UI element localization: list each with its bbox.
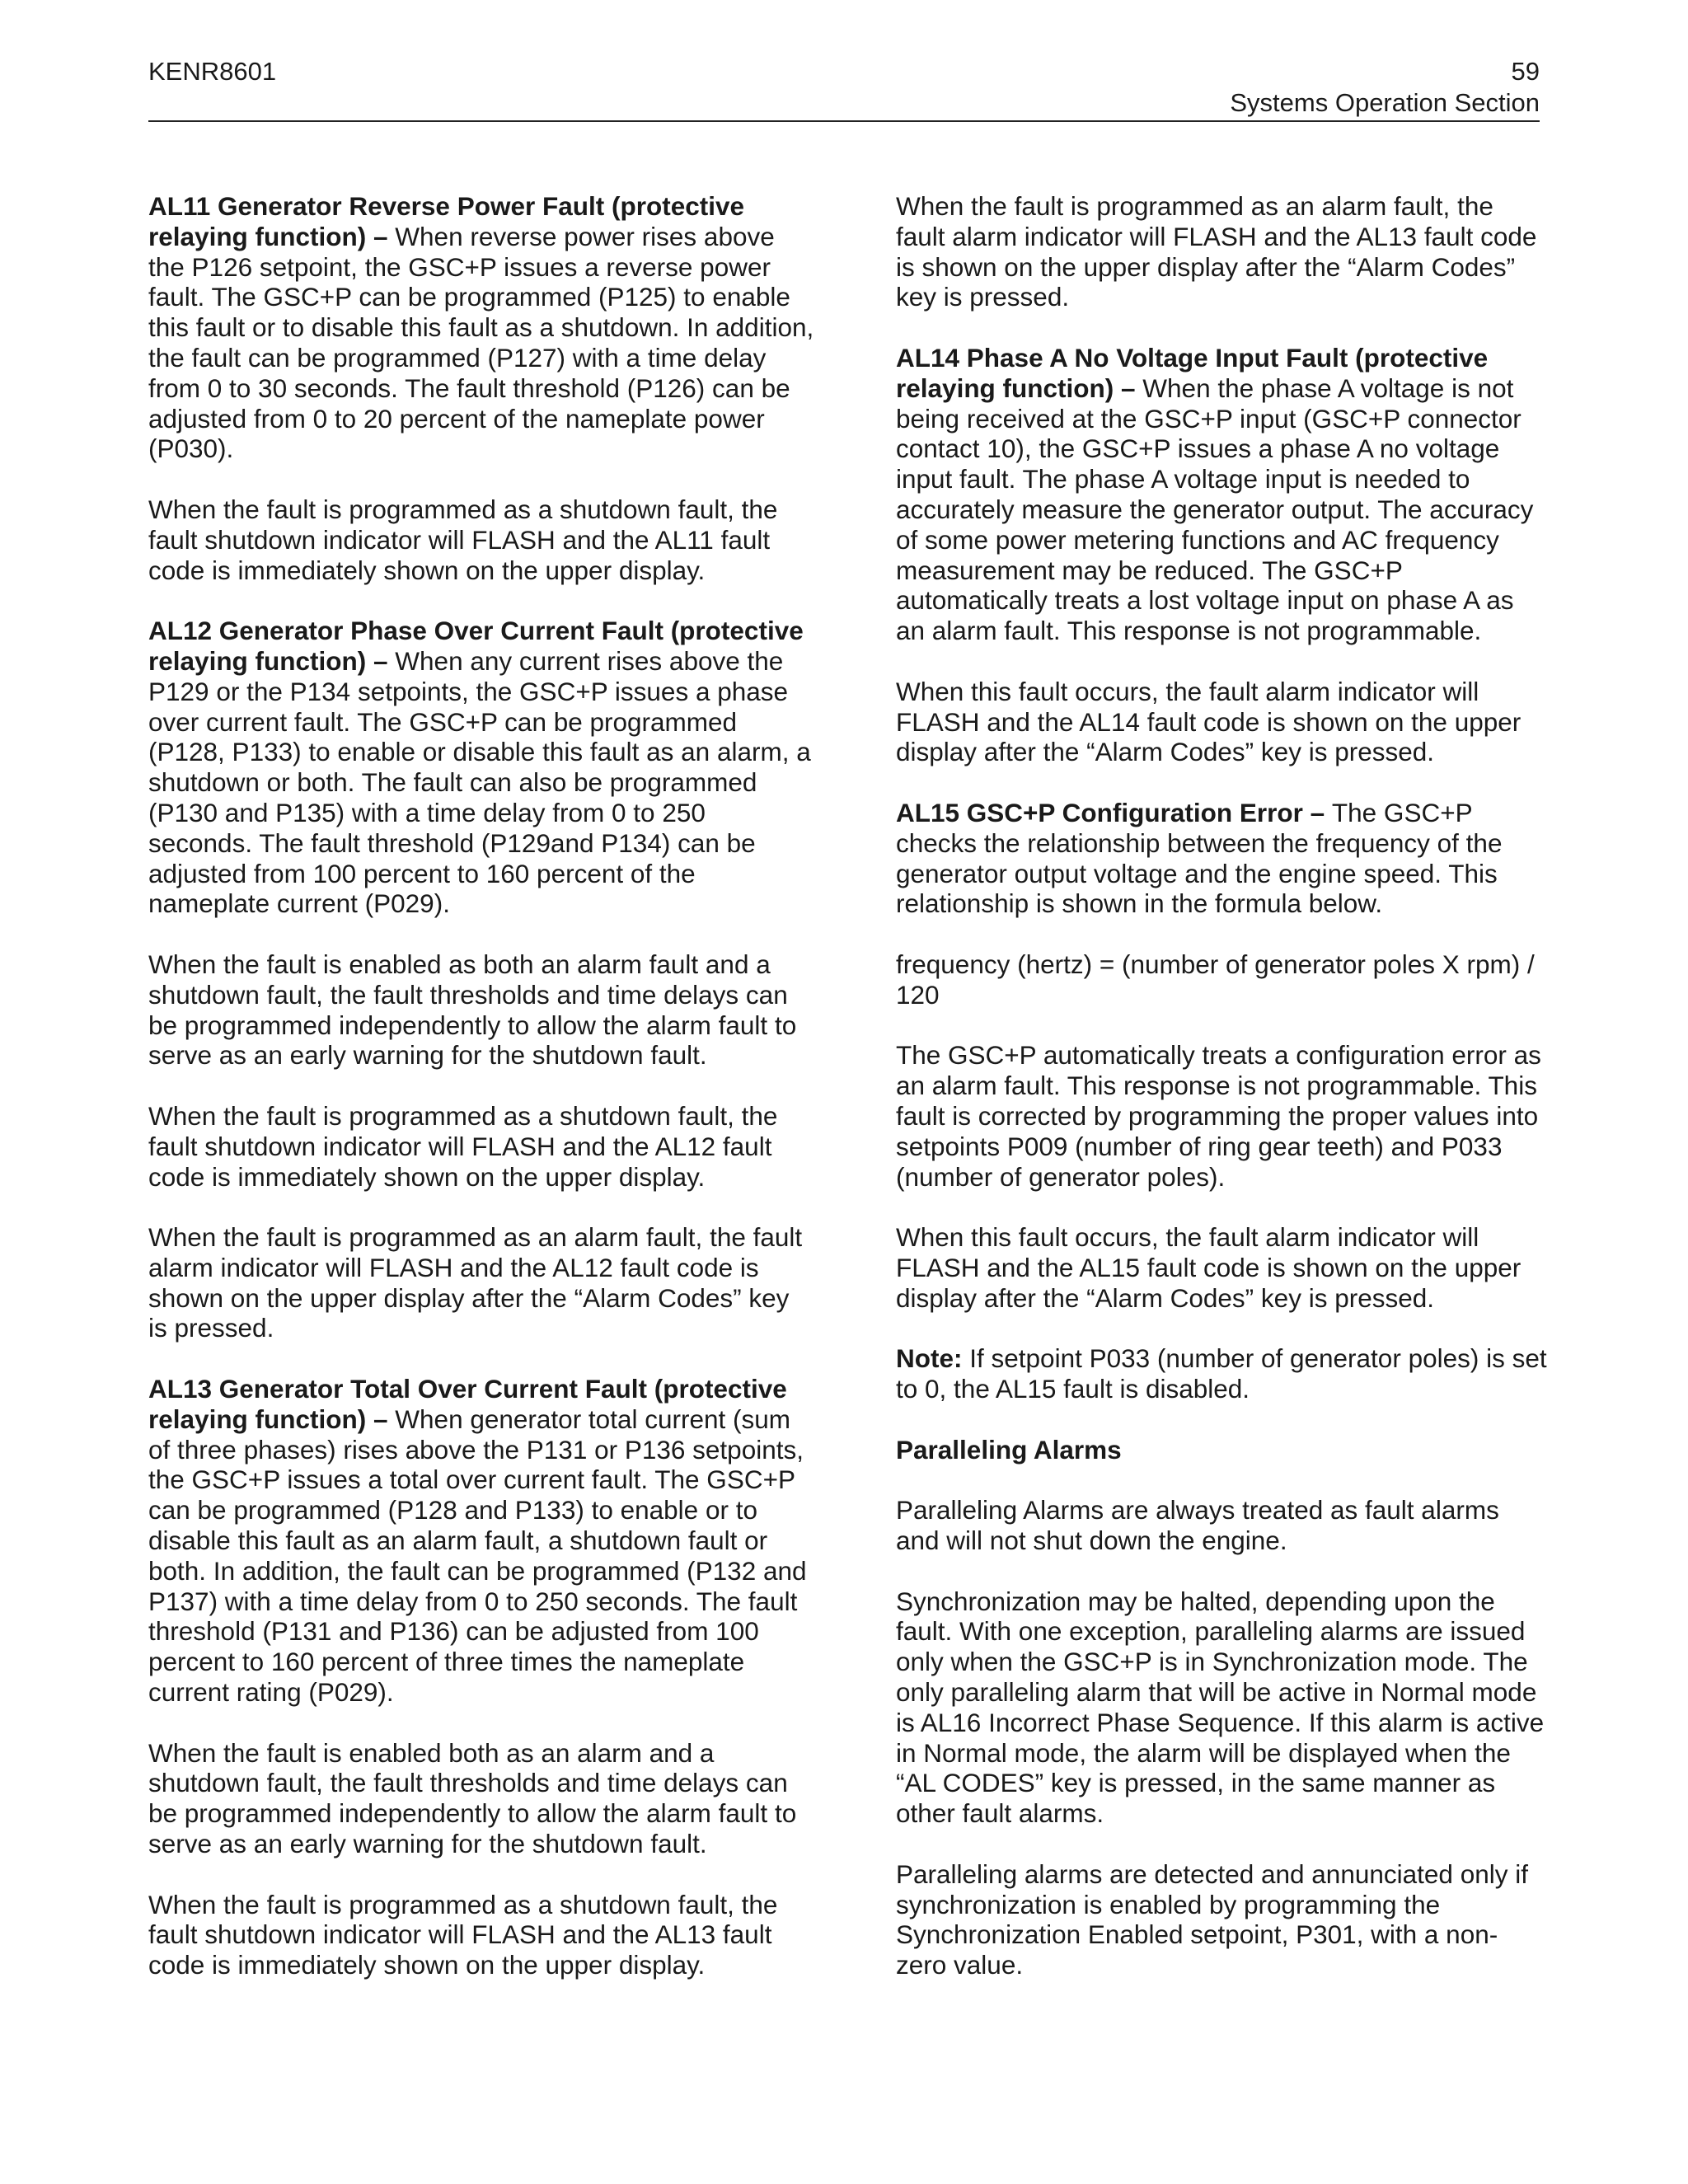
al15-formula: frequency (hertz) = (number of generator poles X rpm) / 120	[896, 949, 1535, 1010]
al13-body: When generator total current (sum of three phases) rises above the P131 or P136 setpoints, the GSC+P issues a total over current fault. The GSC+P can be programmed (P128 and P133) to enable or to disable this fault as an alarm fault, a shutdown fault or both. In addition, the fault can be programmed (P132 and P137) with a time delay from 0 to 250 seconds. The fault threshold (P131 and P136) can be adjusted from 100 percent to 160 percent of three times the nameplate current rating (P029).	[148, 1404, 807, 1708]
al14-body: When the phase A voltage is not being received at the GSC+P input (GSC+P connector contact 10), the GSC+P issues a phase A no voltage input fault. The phase A voltage input is needed to accurately measure the generator output. The accuracy of some power metering functions and AC frequency measurement may be reduced. The GSC+P automatically treats a lost voltage input on phase A as an alarm fault. This response is not programmable.	[896, 373, 1534, 646]
al13-shutdown-paragraph: When the fault is programmed as a shutdown fault, the fault shutdown indicator will FLASH and the AL13 fault code is immediately shown on the upper display.	[148, 1889, 778, 1980]
al14-alarm-paragraph: When this fault occurs, the fault alarm indicator will FLASH and the AL14 fault code is shown on the upper display after the “Alarm Codes” key is pressed.	[896, 676, 1522, 767]
al14-dash: –	[1114, 373, 1143, 403]
al13-both-paragraph: When the fault is enabled both as an alarm and a shutdown fault, the fault thresholds and time delays can be programmed independently to allow the alarm fault to serve as an early warning for the shutdown fault.	[148, 1737, 797, 1859]
al15-alarm-paragraph: When this fault occurs, the fault alarm indicator will FLASH and the AL15 fault code is shown on the upper display after the “Alarm Codes” key is pressed.	[896, 1222, 1522, 1313]
al15-title: AL15 GSC+P Configuration Error	[896, 797, 1303, 827]
al11-shutdown-paragraph: When the fault is programmed as a shutdown fault, the fault shutdown indicator will FLASH and the AL11 fault code is immediately shown on the upper display.	[148, 494, 778, 585]
al11-body: When reverse power rises above the P126 setpoint, the GSC+P issues a reverse power fault. The GSC+P can be programmed (P125) to enable this fault or to disable this fault as a shutdown. In addition, the fault can be programmed (P127) with a time delay from 0 to 30 seconds. The fault threshold (P126) can be adjusted from 0 to 20 percent of the nameplate power (P030).	[148, 221, 814, 464]
left-column	[148, 191, 814, 2011]
paralleling-p2: Synchronization may be halted, depending upon the fault. With one exception, paralleling alarms are issued only when the GSC+P is in Synchronization mode. The only paralleling alarm that will be active in Normal mode is AL16 Incorrect Phase Sequence. If this alarm is active in Normal mode, the alarm will be displayed when the “AL CODES” key is pressed, in the same manner as other fault alarms.	[896, 1586, 1545, 1829]
al13-paragraph	[148, 1374, 814, 1708]
al15-note	[896, 1343, 1547, 1404]
al11-title: AL11 Generator Reverse Power Fault (protective relaying function)	[148, 191, 745, 251]
al12-alarm-paragraph: When the fault is programmed as an alarm fault, the fault alarm indicator will FLASH and the AL12 fault code is shown on the upper display after the “Alarm Codes” key is pressed.	[148, 1222, 803, 1343]
al13-title: AL13 Generator Total Over Current Fault (protective relaying function)	[148, 1374, 787, 1434]
paralleling-p1: Paralleling Alarms are always treated as fault alarms and will not shut down the engine.	[896, 1495, 1499, 1556]
al13-alarm-paragraph: When the fault is programmed as an alarm fault, the fault alarm indicator will FLASH and the AL13 fault code is shown on the upper display after the “Alarm Codes” key is pressed.	[896, 191, 1537, 312]
al12-body: When any current rises above the P129 or the P134 setpoints, the GSC+P issues a phase over current fault. The GSC+P can be programmed (P128, P133) to enable or disable this fault as an alarm, a shutdown or both. The fault can also be programmed (P130 and P135) with a time delay from 0 to 250 seconds. The fault threshold (P129and P134) can be adjusted from 100 percent to 160 percent of the nameplate current (P029).	[148, 645, 811, 919]
al15-paragraph	[896, 798, 1547, 919]
header-rule	[148, 120, 1540, 122]
al13-dash: –	[366, 1404, 396, 1434]
page-number: 59	[1511, 57, 1540, 86]
paralleling-p3: Paralleling alarms are detected and annunciated only if synchronization is enabled by programming the Synchronization Enabled setpoint, P301, with a non-zero value.	[896, 1858, 1528, 1980]
page-header-right	[1230, 56, 1540, 119]
al11-dash: –	[366, 221, 396, 251]
al12-both-paragraph: When the fault is enabled as both an alarm fault and a shutdown fault, the fault thresholds and time delays can be programmed independently to allow the alarm fault to serve as an early warning for the shutdown fault.	[148, 949, 797, 1071]
al12-title: AL12 Generator Phase Over Current Fault (protective relaying function)	[148, 616, 804, 676]
al14-title: AL14 Phase A No Voltage Input Fault (protective relaying function)	[896, 342, 1489, 403]
document-id: KENR8601	[148, 57, 277, 86]
al12-shutdown-paragraph: When the fault is programmed as a shutdown fault, the fault shutdown indicator will FLASH and the AL12 fault code is immediately shown on the upper display.	[148, 1100, 778, 1192]
al11-paragraph	[148, 191, 814, 464]
note-body: If setpoint P033 (number of generator poles) is set to 0, the AL15 fault is disabled.	[896, 1343, 1547, 1404]
al12-dash: –	[366, 645, 396, 676]
al12-paragraph	[148, 616, 814, 919]
note-label: Note:	[896, 1343, 963, 1374]
al14-paragraph	[896, 343, 1547, 646]
section-title: Systems Operation Section	[1230, 88, 1540, 117]
al15-dash: –	[1302, 797, 1332, 827]
right-column	[896, 191, 1547, 2011]
al15-config-paragraph: The GSC+P automatically treats a configuration error as an alarm fault. This response is not programmable. This fault is corrected by programming the proper values into setpoints P009 (number of ring gear teeth) and P033 (number of generator poles).	[896, 1040, 1541, 1192]
paralleling-alarms-heading: Paralleling Alarms	[896, 1434, 1122, 1465]
al15-body: The GSC+P checks the relationship between the frequency of the generator output voltage and the engine speed. This relationship is shown in the formula below.	[896, 797, 1503, 919]
